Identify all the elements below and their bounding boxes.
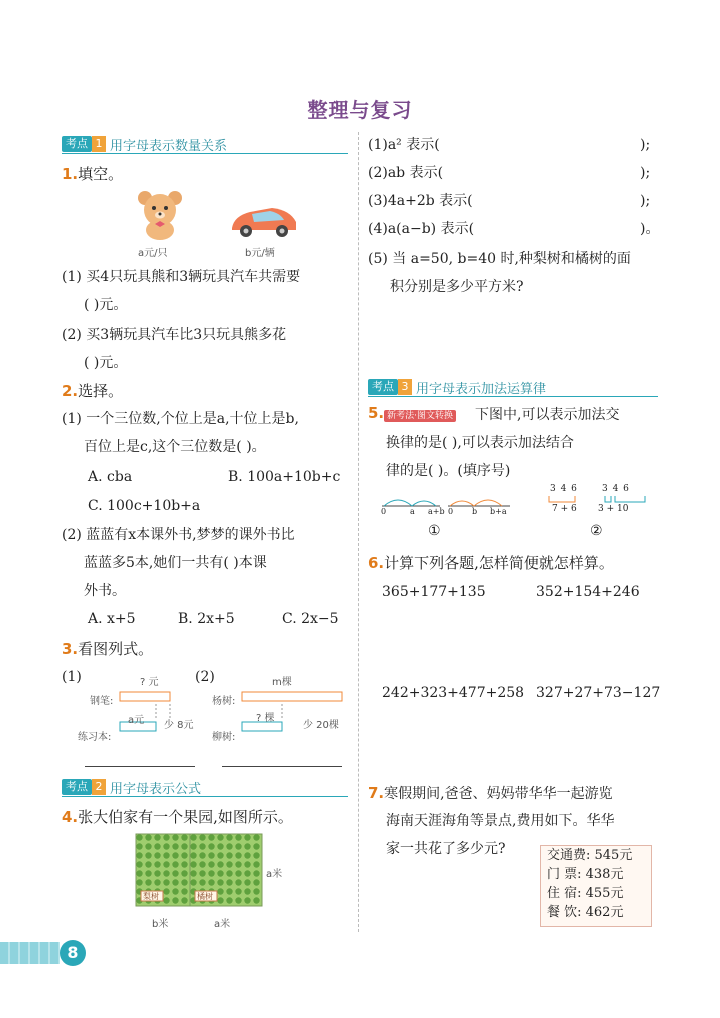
- toy-car-image: [228, 200, 300, 240]
- q1-heading: [62, 163, 123, 184]
- expr-2: 352+154+246: [536, 584, 640, 600]
- q3-label-1: (1): [62, 669, 82, 685]
- page-title: 整理与复习: [307, 98, 413, 122]
- d1-less-label: 少 8元: [164, 720, 194, 731]
- kd-text: 用字母表示公式: [110, 781, 202, 797]
- expense-card: [540, 845, 652, 927]
- q-number: 7.: [368, 784, 385, 802]
- r-item-5-line1: (5) 当 a=50, b=40 时,种梨树和橘树的面: [368, 251, 631, 267]
- page-number-bar: [0, 942, 60, 964]
- orchard-height-label: a米: [266, 869, 283, 880]
- d2-liu-label: 柳树:: [212, 732, 236, 743]
- bear-price-label: a元/只: [138, 248, 168, 259]
- answer-line-2: [222, 766, 342, 767]
- q1-sub2-line1: (2) 买3辆玩具汽车比3只玩具熊多花: [62, 327, 287, 343]
- fee-food: 餐 饮: 462元: [547, 905, 624, 920]
- kd-text: 用字母表示数量关系: [110, 138, 228, 154]
- q2-heading: [62, 380, 123, 401]
- q2-p2-option-c: C. 2x−5: [282, 611, 339, 627]
- nl1-apb: a+b: [428, 507, 445, 516]
- kd-num: 3: [398, 379, 412, 395]
- expr-3: 242+323+477+258: [382, 685, 525, 701]
- nl1-0: 0: [381, 507, 387, 516]
- q-number: 2.: [62, 382, 79, 400]
- q-number: 1.: [62, 165, 79, 183]
- kd-tag: 考点: [62, 136, 92, 152]
- q3-heading: [62, 638, 153, 659]
- q3-label-2: (2): [195, 669, 215, 685]
- d1-book-label: 练习本:: [78, 732, 112, 743]
- r-item-1: (1)a² 表示(: [368, 137, 440, 153]
- section-header-1: [62, 135, 348, 154]
- d1-pen-label: 钢笔:: [90, 696, 114, 707]
- section-header-2: [62, 778, 348, 797]
- grp1-nums: 3 4 6: [550, 484, 578, 494]
- r-item-4-end: )。: [640, 221, 660, 237]
- q7-line2: 海南天涯海角等景点,费用如下。华华: [386, 813, 615, 829]
- d1-a-label: a元: [128, 715, 145, 726]
- q1-sub1-line1: (1) 买4只玩具熊和3辆玩具汽车共需要: [62, 269, 301, 285]
- q-number: 5.: [368, 404, 385, 422]
- q-text: 看图列式。: [78, 640, 154, 658]
- nl2-b: b: [472, 507, 478, 516]
- q-text: 选择。: [78, 382, 124, 400]
- nl1-a: a: [410, 507, 415, 516]
- grp1-sum: 7 + 6: [552, 504, 577, 514]
- orchard-a-width-label: a米: [214, 919, 231, 930]
- q2-p2-line3: 外书。: [84, 583, 126, 599]
- orchard-b-width-label: b米: [152, 919, 169, 930]
- nl2-0: 0: [448, 507, 454, 516]
- kd-tag: 考点: [62, 779, 92, 795]
- q6-heading: [368, 552, 614, 573]
- q2-p1-option-b: B. 100a+10b+c: [228, 469, 341, 485]
- kd-num: 1: [92, 136, 106, 152]
- q2-p2-option-a: A. x+5: [88, 611, 136, 627]
- q2-p1-line2: 百位上是c,这个三位数是( )。: [84, 439, 266, 455]
- q5-line3: 律的是( )。(填序号): [386, 463, 511, 479]
- kd-tag: 考点: [368, 379, 398, 395]
- q2-p1-option-c: C. 100c+10b+a: [88, 498, 201, 514]
- q-text: 寒假期间,爸爸、妈妈带华华一起游览: [384, 786, 613, 802]
- column-divider: [358, 132, 359, 932]
- section-header-3: [368, 378, 658, 397]
- q2-p2-line2: 蓝蓝多5本,她们一共有( )本课: [84, 555, 267, 571]
- q1-sub2-line2: ( )元。: [84, 355, 128, 371]
- grp2-sum: 3 + 10: [598, 504, 629, 514]
- choice-1-mark: ①: [428, 523, 441, 539]
- expr-4: 327+27+73−127: [536, 685, 661, 701]
- q2-p1-line1: (1) 一个三位数,个位上是a,十位上是b,: [62, 411, 299, 427]
- q2-p1-option-a: A. cba: [88, 469, 133, 485]
- d2-question: ? 棵: [256, 713, 275, 724]
- d2-m-label: m棵: [272, 677, 292, 688]
- d2-yang-label: 杨树:: [212, 696, 236, 707]
- fee-tickets: 门 票: 438元: [547, 867, 624, 882]
- choice-2-mark: ②: [590, 523, 603, 539]
- fee-lodging: 住 宿: 455元: [547, 886, 624, 901]
- q5-line2: 换律的是( ),可以表示加法结合: [386, 435, 574, 451]
- q5-heading: [368, 404, 456, 422]
- kd-num: 2: [92, 779, 106, 795]
- r-item-3-end: );: [640, 193, 651, 209]
- kd-text: 用字母表示加法运算律: [416, 381, 547, 397]
- q5-line1: 下图中,可以表示加法交: [475, 407, 620, 423]
- q-number: 6.: [368, 554, 385, 572]
- d1-question: ? 元: [140, 677, 159, 688]
- answer-line-1: [85, 766, 195, 767]
- q-text: 计算下列各题,怎样简便就怎样算。: [384, 554, 614, 572]
- q-number: 3.: [62, 640, 79, 658]
- page-number: 8: [60, 940, 86, 966]
- new-method-badge: 新考法·图文转换: [384, 410, 456, 422]
- q-text: 张大伯家有一个果园,如图所示。: [78, 808, 293, 826]
- q2-p2-line1: (2) 蓝蓝有x本课外书,梦梦的课外书比: [62, 527, 295, 543]
- nl2-bpa: b+a: [490, 507, 507, 516]
- grouping-brackets: [545, 494, 655, 506]
- q7-heading: [368, 784, 613, 803]
- r-item-4: (4)a(a−b) 表示(: [368, 221, 475, 237]
- r-item-5-line2: 积分别是多少平方米?: [390, 279, 524, 295]
- d2-less-label: 少 20棵: [303, 720, 339, 731]
- r-item-2: (2)ab 表示(: [368, 165, 444, 181]
- r-item-2-end: );: [640, 165, 651, 181]
- teddy-bear-image: [135, 188, 185, 240]
- grp2-nums: 3 4 6: [602, 484, 630, 494]
- q2-p2-option-b: B. 2x+5: [178, 611, 235, 627]
- q1-sub1-line2: ( )元。: [84, 297, 128, 313]
- pear-sign: 梨树: [143, 892, 159, 901]
- q-number: 4.: [62, 808, 79, 826]
- r-item-3: (3)4a+2b 表示(: [368, 193, 473, 209]
- q7-line3: 家一共花了多少元?: [386, 841, 506, 857]
- q-text: 填空。: [78, 165, 124, 183]
- car-price-label: b元/辆: [245, 248, 275, 259]
- orange-sign: 橘树: [197, 892, 213, 901]
- fee-transport: 交通费: 545元: [547, 848, 633, 863]
- r-item-1-end: );: [640, 137, 651, 153]
- expr-1: 365+177+135: [382, 584, 486, 600]
- q4-heading: [62, 806, 293, 827]
